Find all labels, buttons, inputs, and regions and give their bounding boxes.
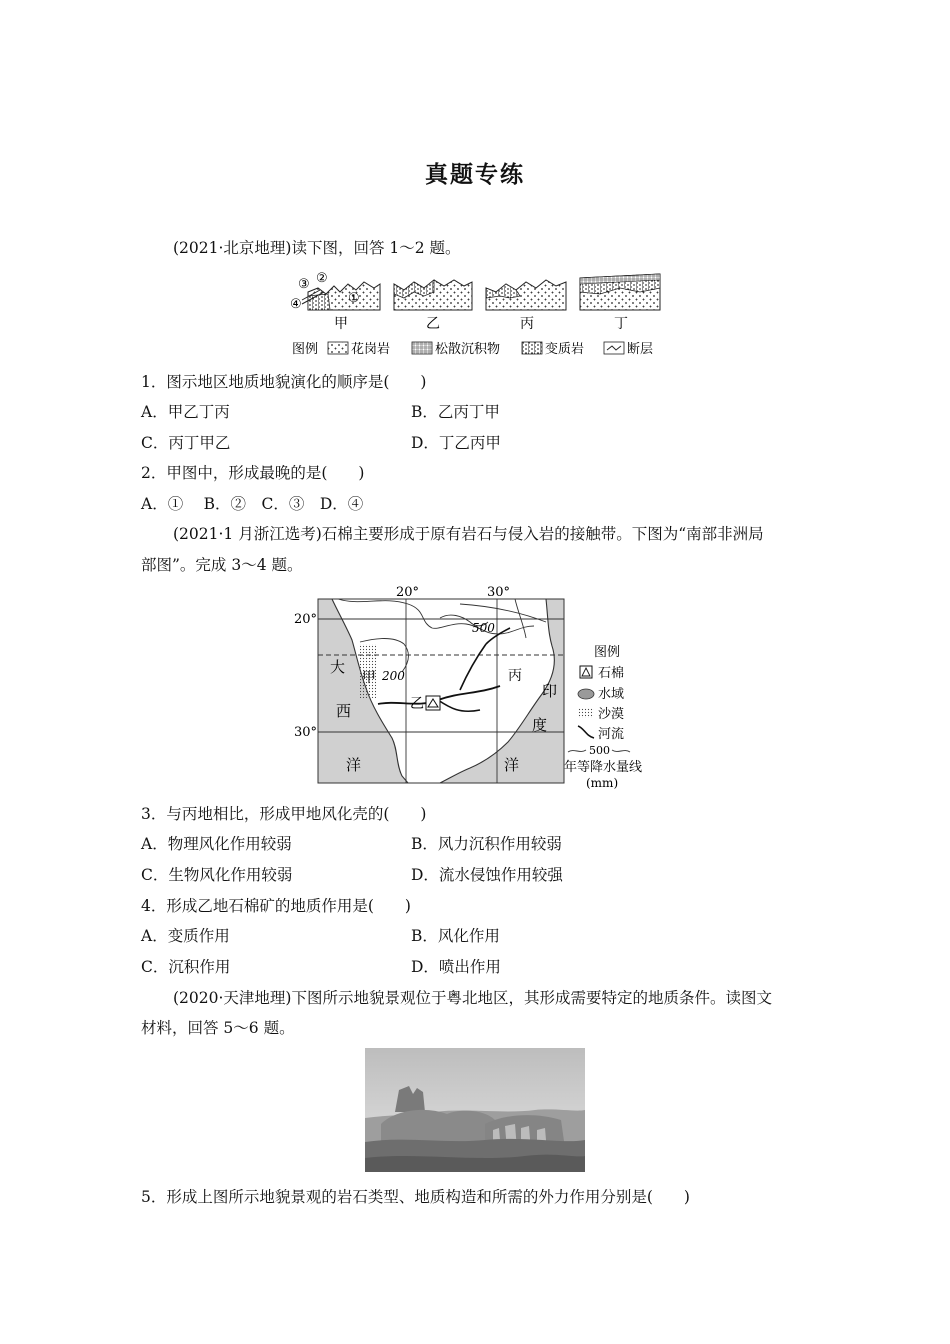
label-jia: 甲 [362,670,376,686]
desert-icon [578,708,594,718]
label-yi: 乙 [410,696,424,712]
fig1-legend [292,341,653,357]
legend-asbestos: 石棉 [598,666,625,681]
map-legend [564,645,642,790]
contour-200: 200 [382,669,405,683]
label-yin: 印 [542,682,558,700]
intro-q5-6-line1: (2020·天津地理)下图所示地貌景观位于粤北地区，其形成需要特定的地质条件。读图文 [173,989,772,1007]
water-icon [578,689,594,699]
q3-stem: 3．与丙地相比，形成甲地风化壳的( ) [141,805,427,823]
q1-option-c: C．丙丁甲乙 [141,434,231,452]
lat-label-20: 20° [294,612,318,627]
legend-river: 河流 [598,727,625,742]
label-bing: 丙 [508,668,522,684]
lon-label-30: 30° [487,585,511,600]
q2-stem: 2．甲图中，形成最晚的是( ) [141,464,365,482]
section-bing [486,280,566,332]
q1-option-a: A．甲乙丁丙 [141,403,230,421]
label-du: 度 [532,716,548,734]
q3-option-d: D．流水侵蚀作用较强 [411,866,563,884]
intro-q1-2: (2021·北京地理)读下图，回答 1～2 题。 [173,239,461,257]
legend-loose-sediment: 松散沉积物 [435,342,501,357]
isohyet-sample: 500 [589,744,610,757]
lat-label-30: 30° [294,725,318,740]
q2-options: A．① B．② C．③ D．④ [141,495,364,513]
marker-3: ③ [298,277,310,292]
label-xi: 西 [336,702,352,720]
label-da: 大 [330,658,346,676]
intro-q5-6-line2: 材料，回答 5～6 题。 [141,1019,295,1037]
section-jia [290,271,380,332]
q4-option-d: D．喷出作用 [411,958,501,976]
q1-option-d: D．丁乙丙甲 [411,434,501,452]
intro-q3-4-line1: (2021·1 月浙江选考)石棉主要形成于原有岩石与侵入岩的接触带。下图为“南部非洲局 [173,525,764,543]
q1-option-b: B．乙丙丁甲 [411,403,500,421]
panel-label-jia: 甲 [334,316,348,332]
page-title: 真题专练 [425,161,525,188]
marker-4: ④ [290,297,302,312]
q3-option-c: C．生物风化作用较弱 [141,866,293,884]
marker-2: ② [316,271,328,286]
legend-isohyet: 年等降水量线 [564,760,643,775]
marker-1: ① [348,291,360,306]
legend-desert: 沙漠 [598,707,625,722]
legend-water: 水域 [598,687,625,702]
panel-label-yi: 乙 [426,316,440,332]
legend-isohyet-unit: (mm) [586,776,619,790]
q3-option-b: B．风力沉积作用较弱 [411,835,562,853]
landform-photo [365,1048,585,1172]
q1-stem: 1．图示地区地质地貌演化的顺序是( ) [141,373,427,391]
legend-fault: 断层 [627,342,654,357]
panel-label-bing: 丙 [520,316,534,332]
q3-option-a: A．物理风化作用较弱 [141,835,292,853]
southern-africa-map [290,582,665,794]
river-icon [578,726,594,738]
section-yi [394,280,472,332]
legend-metamorphic: 变质岩 [545,342,585,357]
section-ding [580,274,660,332]
q4-option-a: A．变质作用 [141,927,230,945]
q4-option-b: B．风化作用 [411,927,500,945]
label-yang-west: 洋 [346,756,362,774]
geology-cross-sections-figure [288,266,668,358]
map-legend-title: 图例 [594,645,621,660]
q4-stem: 4．形成乙地石棉矿的地质作用是( ) [141,897,411,915]
label-yang-east: 洋 [504,756,520,774]
q5-stem: 5．形成上图所示地貌景观的岩石类型、地质构造和所需的外力作用分别是( ) [141,1188,690,1206]
contour-500: 500 [472,621,495,635]
lon-label-20: 20° [396,585,420,600]
q4-option-c: C．沉积作用 [141,958,231,976]
panel-label-ding: 丁 [614,316,628,332]
intro-q3-4-line2: 部图”。完成 3～4 题。 [141,556,303,574]
legend-granite: 花岗岩 [351,342,391,357]
fig1-legend-title: 图例 [292,342,319,357]
